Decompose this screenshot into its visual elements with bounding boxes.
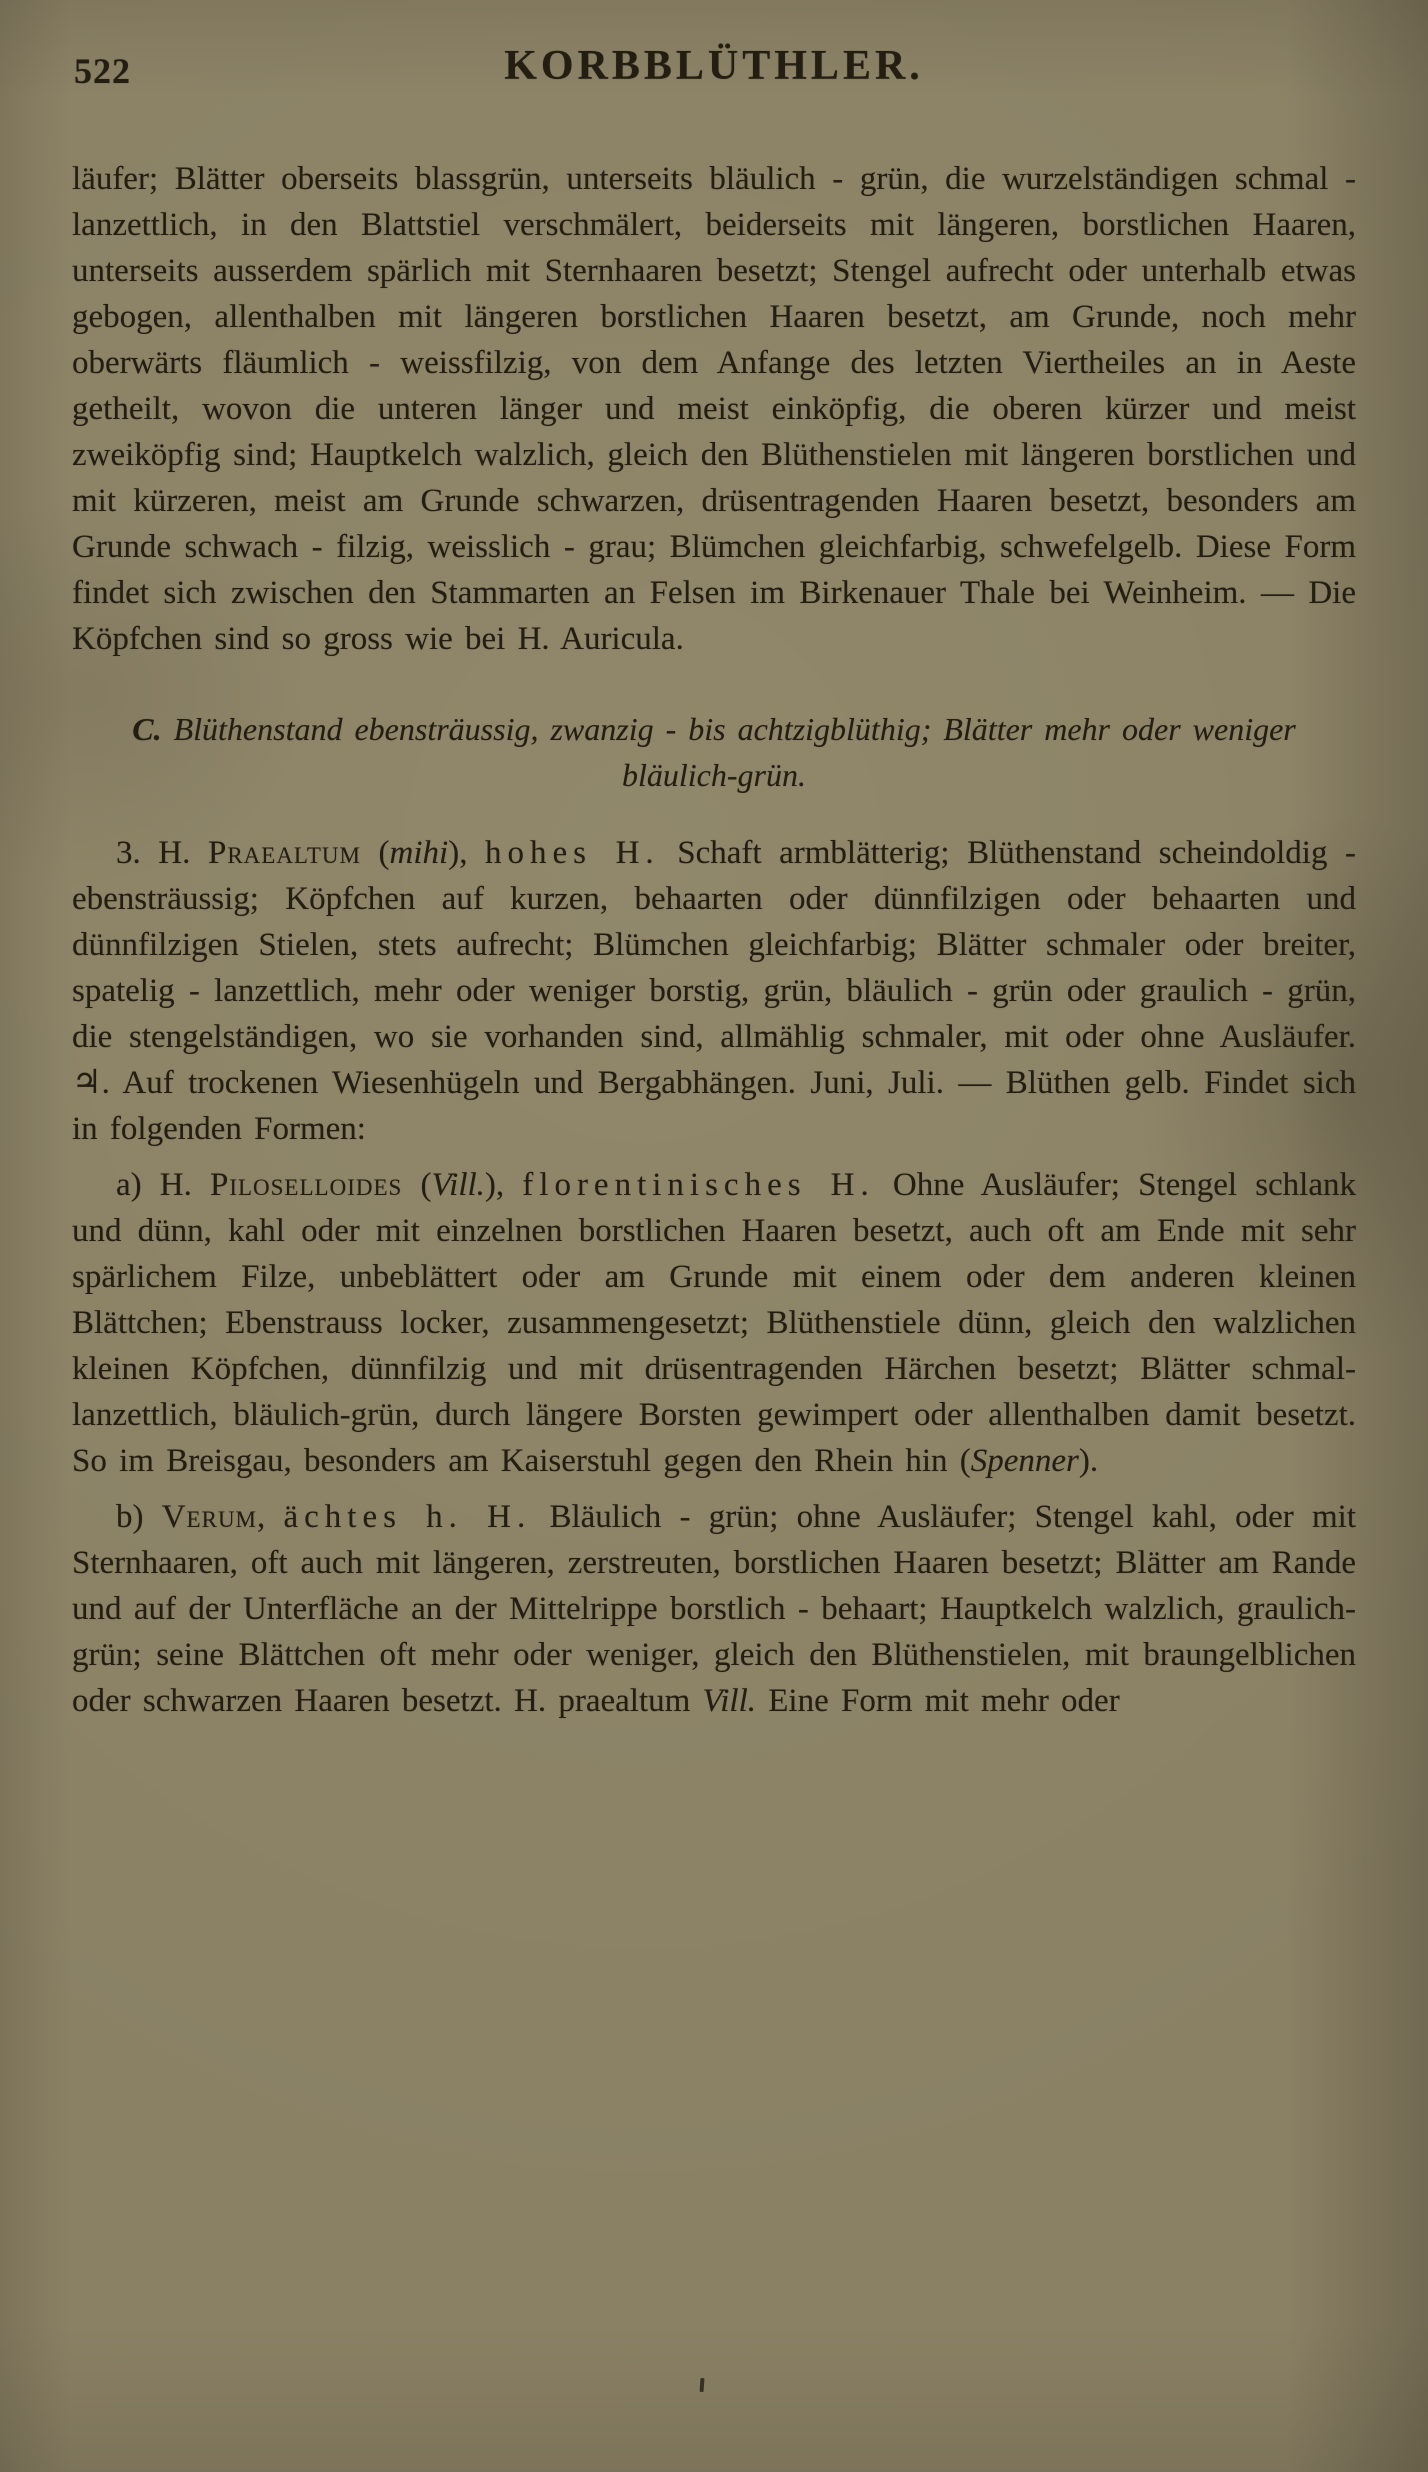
form-a-paragraph <box>72 1162 1356 1484</box>
form-b-tail: Eine Form mit mehr oder <box>756 1683 1120 1719</box>
page-number: 522 <box>74 51 131 91</box>
form-a-paren-open: ( <box>402 1167 432 1203</box>
form-a-source: Spenner <box>970 1443 1079 1479</box>
species-3-paren-close: ), <box>448 835 486 871</box>
form-b-common-name: ächtes h. H. <box>283 1499 532 1535</box>
section-c-text: Blüthenstand ebensträussig, zwanzig - bis achtzigblüthig; Blätter mehr oder weniger bläulich-grün. <box>161 711 1296 793</box>
running-title: KORBBLÜTHLER. <box>504 43 924 89</box>
species-3-number: 3. H. <box>116 835 208 871</box>
form-a-tail: ). <box>1078 1443 1099 1479</box>
species-3-paren-open: ( <box>360 835 390 871</box>
form-a-name: Piloselloides <box>209 1167 403 1203</box>
species-3-body-tail: Auf trockenen Wiesenhügeln und Bergabhängen. Juni, Juli. — Blüthen gelb. Findet sich in folgenden Formen: <box>72 1065 1356 1147</box>
form-a-paren-close: ), <box>484 1167 523 1203</box>
section-c-heading <box>102 706 1326 798</box>
species-3-common-name: hohes H. <box>485 835 660 871</box>
section-c-label: C. <box>132 711 162 747</box>
species-3-name: Praealtum <box>207 835 361 871</box>
text-block <box>72 156 1356 1724</box>
form-a-body: Ohne Ausläufer; Stengel schlank und dünn, kahl oder mit einzelnen borstlichen Haaren besetzt, auch oft am Ende mit sehr spärlichem Filze, unbeblättert oder am Grunde mit einem oder dem anderen kleinen Blättchen; Ebenstrauss locker, zusammengesetzt; Blüthenstiele dünn, gleich den walzlichen kleinen Köpfchen, dünnfilzig und mit drüsentragenden Härchen besetzt; Blätter schmal-lanzettlich, bläulich-grün, durch längere Borsten gewimpert oder allenthalben damit besetzt. So im Breisgau, besonders am Kaiserstuhl gegen den Rhein hin ( <box>72 1167 1356 1479</box>
form-b-name: Verum <box>161 1499 258 1535</box>
form-a-label: a) H. <box>116 1167 210 1203</box>
species-3-paragraph <box>72 830 1356 1152</box>
scan-artifact-mark <box>700 2378 705 2392</box>
continuation-paragraph-text: läufer; Blätter oberseits blassgrün, unterseits bläulich - grün, die wurzelständigen schmal - lanzettlich, in den Blattstiel verschmälert, beiderseits mit längeren, borstlichen Haaren, unterseits ausserdem spärlich mit Sternhaaren besetzt; Stengel aufrecht oder unterhalb etwas gebogen, allenthalben mit längeren borstlichen Haaren besetzt, am Grunde, noch mehr oberwärts fläumlich - weissfilzig, von dem Anfange des letzten Viertheiles an in Aeste getheilt, wovon die unteren länger und meist einköpfig, die oberen kürzer und meist zweiköpfig sind; Hauptkelch walzlich, gleich den Blüthenstielen mit längeren borstlichen und mit kürzeren, meist am Grunde schwarzen, drüsentragenden Haaren besetzt, besonders am Grunde schwach - filzig, weisslich - grau; Blümchen gleichfarbig, schwefelgelb. Diese Form findet sich zwischen den Stammarten an Felsen im Birkenauer Thale bei Weinheim. — Die Köpfchen sind so gross wie bei H. Auricula. <box>72 161 1356 657</box>
page-header <box>72 42 1356 102</box>
form-b-authority: Vill. <box>702 1683 757 1719</box>
form-b-separator: , <box>257 1499 284 1535</box>
continuation-paragraph <box>72 156 1356 662</box>
species-3-body: Schaft armblätterig; Blüthenstand scheindoldig - ebensträussig; Köpfchen auf kurzen, behaarten oder dünnfilzigen oder behaarten und dünnfilzigen Stielen, stets aufrecht; Blümchen gleichfarbig; Blätter schmaler oder breiter, spatelig - lanzettlich, mehr oder weniger borstig, grün, bläulich - grün oder graulich - grün, die stengelständigen, wo sie vorhanden sind, allmählig schmaler, mit oder ohne Ausläufer. <box>72 835 1356 1055</box>
form-b-label: b) <box>116 1499 162 1535</box>
form-b-body: Bläulich - grün; ohne Ausläufer; Stengel kahl, oder mit Sternhaaren, oft auch mit längeren, zerstreuten, borstlichen Haaren besetzt; Blätter am Rande und auf der Unterfläche an der Mittelrippe borstlich - behaart; Hauptkelch walzlich, graulich-grün; seine Blättchen oft mehr oder weniger, gleich den Blüthenstielen, mit braungelblichen oder schwarzen Haaren besetzt. H. praealtum <box>72 1499 1356 1719</box>
form-a-authority: Vill. <box>431 1167 485 1203</box>
species-3-authority: mihi <box>389 835 449 871</box>
form-a-common-name: florentinisches H. <box>522 1167 875 1203</box>
perennial-symbol: ♃. <box>72 1065 110 1101</box>
form-b-paragraph <box>72 1494 1356 1724</box>
